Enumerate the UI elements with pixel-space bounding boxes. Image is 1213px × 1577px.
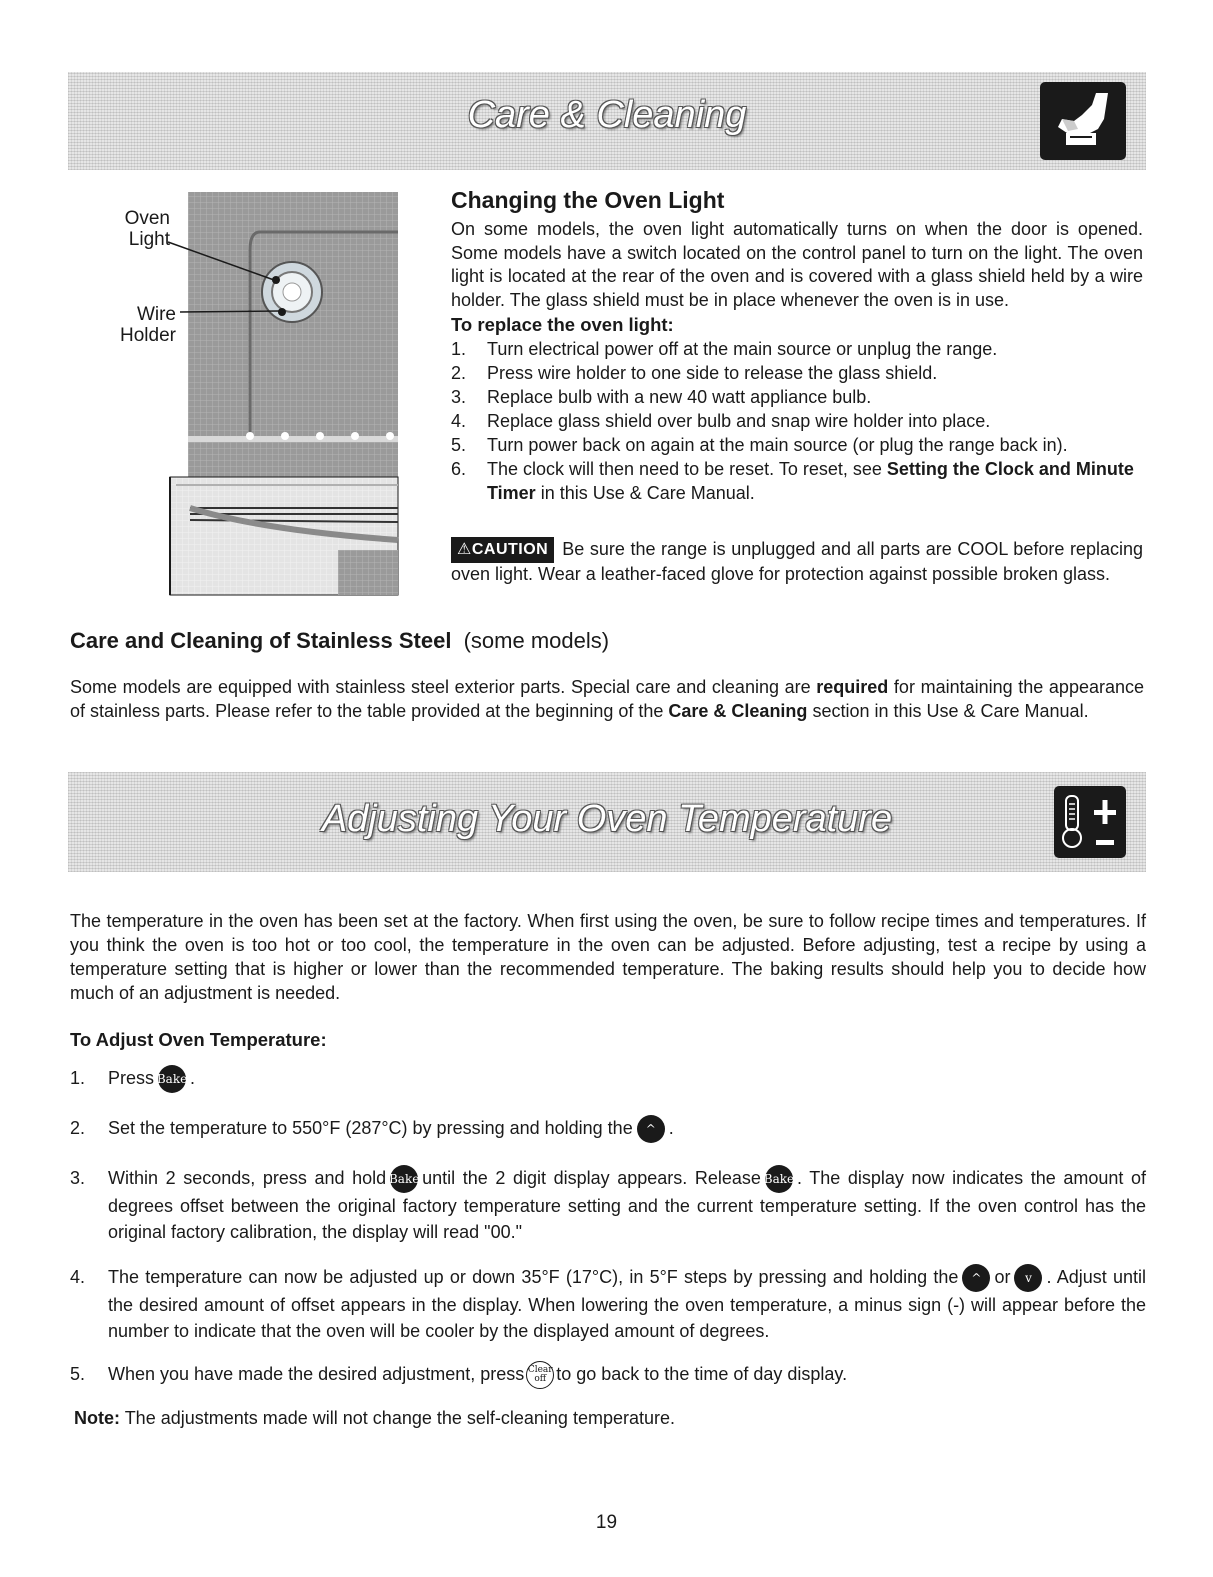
adjust-temperature-banner (68, 772, 1146, 872)
up-arrow-key-icon: ^ (962, 1264, 990, 1292)
caution-notice: ⚠CAUTION Be sure the range is unplugged and all parts are COOL before replacing oven light. Wear a leather-faced glove for protection against possible broken glass. (451, 539, 1143, 584)
caution-badge: ⚠CAUTION (451, 537, 554, 563)
oven-light-heading: Changing the Oven Light (451, 187, 725, 213)
bake-key-icon: Bake (158, 1065, 186, 1093)
stainless-paragraph: Some models are equipped with stainless steel exterior parts. Special care and cleaning are required for maintaining the appearance of stainless parts. Please refer to the table provided at the beginning of the Care & Cleaning section in this Use & Care Manual. (70, 677, 1144, 721)
oven-light-figure (110, 190, 400, 600)
note-label: Note: (74, 1408, 120, 1428)
list-item: 1. Turn electrical power off at the main source or unplug the range. (451, 339, 998, 359)
replace-oven-light-heading: To replace the oven light: (451, 314, 674, 335)
up-arrow-key-icon: ^ (637, 1115, 665, 1143)
clear-off-key-icon: Clear off (526, 1361, 554, 1389)
stainless-heading: Care and Cleaning of Stainless Steel (some models) (70, 628, 610, 653)
care-cleaning-banner-title: Care & Cleaning (467, 94, 747, 136)
bake-key-icon: Bake (390, 1165, 418, 1193)
adjust-temperature-banner-title: Adjusting Your Oven Temperature (321, 798, 893, 840)
list-item: 4. Replace glass shield over bulb and snap wire holder into place. (451, 411, 991, 431)
gloved-hand-icon (1040, 82, 1126, 160)
down-arrow-key-icon: v (1014, 1264, 1042, 1292)
stainless-heading-suffix: (some models) (463, 628, 610, 653)
wire-holder-label: Wire Holder (120, 304, 176, 346)
list-item: 2. Press wire holder to one side to release the glass shield. (451, 363, 938, 383)
adjust-intro: The temperature in the oven has been set at the factory. When first using the oven, be sure to follow recipe times and temperatures. If you think the oven is too hot or too cool, the temperature in the oven can be adjusted. Before adjusting, test a recipe by using a temperature setting that is higher or lower than the recommended temperature. The baking results should help you to decide how much of an adjustment is needed. (70, 911, 1146, 1003)
thermometer-plus-minus-icon (1054, 786, 1126, 858)
list-item: 6. The clock will then need to be reset. To reset, see Setting the Clock and Minute Timer in this Use & Care Manual. (451, 459, 1134, 503)
care-cleaning-banner (68, 72, 1146, 170)
oven-light-label: Oven Light (124, 208, 170, 250)
page-number: 19 (595, 1512, 618, 1533)
replace-light-steps (451, 337, 1143, 505)
adjust-procedure-heading: To Adjust Oven Temperature: (70, 1029, 327, 1050)
oven-light-intro: On some models, the oven light automatically turns on when the door is opened. Some models have a switch located on the control panel to turn on the light. The oven light is located at the rear of the oven and is covered with a glass shield held by a wire holder. The glass shield must be in place whenever the oven is in use. (451, 219, 1143, 310)
note-text: The adjustments made will not change the self-cleaning temperature. (124, 1408, 675, 1428)
list-item: 5. Turn power back on again at the main source (or plug the range back in). (451, 435, 1068, 455)
bake-key-icon: Bake (765, 1165, 793, 1193)
list-item: 3. Replace bulb with a new 40 watt appliance bulb. (451, 387, 872, 407)
cross-reference: Setting the Clock and Minute Timer (487, 459, 1134, 503)
adjust-note (74, 1406, 675, 1430)
oven-interior-illustration (110, 190, 400, 600)
warning-triangle-icon: ⚠ (457, 541, 472, 558)
